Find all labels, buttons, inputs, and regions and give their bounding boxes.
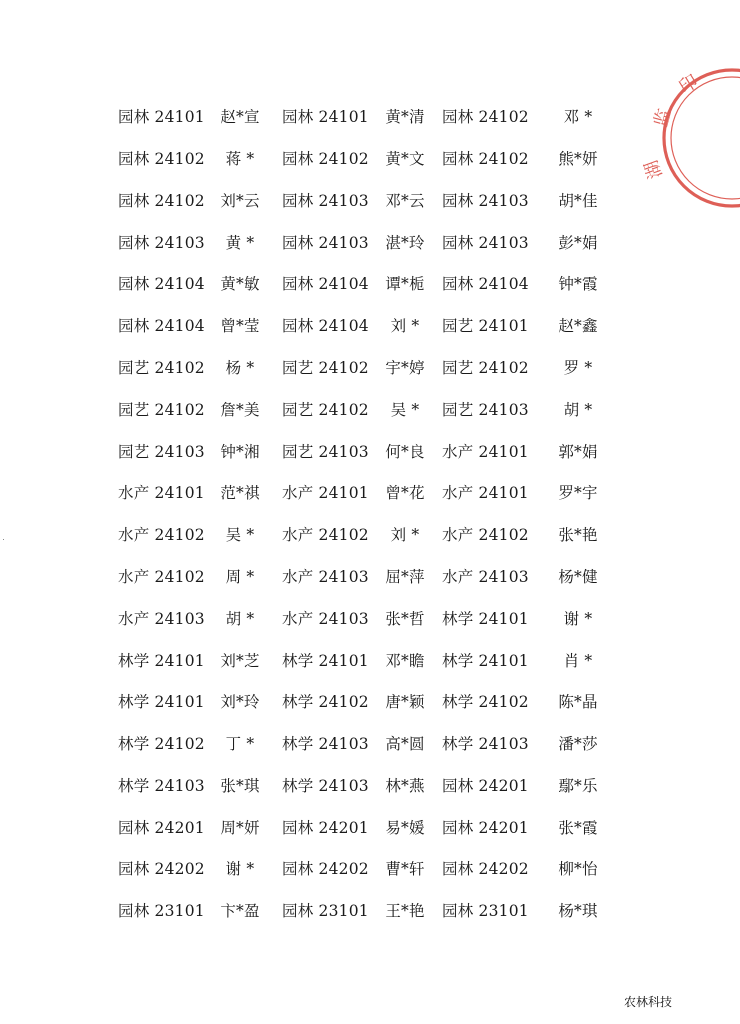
class-code: 园艺 24103: [118, 442, 205, 461]
class-code: 园林 24103: [442, 233, 529, 252]
margin-mark: [3, 539, 4, 540]
class-code: 园林 24201: [442, 776, 529, 795]
student-name: 曹*轩: [385, 860, 425, 879]
student-name: 赵*鑫: [558, 317, 598, 336]
class-code: 园林 24102: [118, 149, 205, 168]
class-code: 园林 24102: [282, 149, 369, 168]
student-name: 张*霞: [558, 818, 598, 837]
student-name: 张*艳: [558, 526, 598, 545]
student-name: 刘*云: [220, 191, 260, 210]
student-name: 熊*妍: [558, 149, 598, 168]
official-seal-stamp: [640, 58, 740, 218]
class-code: 水产 24101: [442, 484, 529, 503]
class-code: 林学 24103: [118, 776, 205, 795]
student-name: 谢 *: [225, 860, 255, 879]
class-code: 水产 24103: [282, 567, 369, 586]
class-code: 园林 23101: [282, 902, 369, 921]
student-name: 周 *: [225, 567, 255, 586]
class-code: 园艺 24102: [282, 358, 369, 377]
class-code: 园林 23101: [442, 902, 529, 921]
class-code: 林学 24101: [442, 651, 529, 670]
class-code: 园林 24102: [442, 149, 529, 168]
student-name: 张*琪: [220, 776, 260, 795]
student-name: 宇*婷: [385, 358, 425, 377]
student-name: 柳*怡: [558, 860, 598, 879]
student-name: 陈*晶: [558, 693, 598, 712]
class-code: 水产 24101: [282, 484, 369, 503]
student-name: 杨*琪: [558, 902, 598, 921]
student-name: 湛*玲: [385, 233, 425, 252]
class-code: 水产 24103: [282, 609, 369, 628]
class-code: 园林 24201: [118, 818, 205, 837]
student-name: 邓*云: [385, 191, 425, 210]
class-code: 园林 23101: [118, 902, 205, 921]
student-name: 黄*敏: [220, 275, 260, 294]
class-code: 园林 24103: [282, 191, 369, 210]
class-code: 水产 24102: [118, 567, 205, 586]
student-name: 易*媛: [385, 818, 425, 837]
student-name: 鄢*乐: [558, 776, 598, 795]
class-code: 园林 24103: [118, 233, 205, 252]
student-name: 卞*盈: [220, 902, 260, 921]
student-name: 黄*文: [385, 149, 425, 168]
class-code: 林学 24102: [282, 693, 369, 712]
student-name: 胡 *: [563, 400, 593, 419]
class-code: 水产 24102: [442, 526, 529, 545]
class-code: 水产 24101: [442, 442, 529, 461]
student-name: 蒋 *: [225, 149, 255, 168]
student-name: 周*妍: [220, 818, 260, 837]
class-code: 水产 24102: [282, 526, 369, 545]
class-code: 园艺 24101: [442, 317, 529, 336]
student-name: 屈*萍: [385, 567, 425, 586]
student-name: 胡*佳: [558, 191, 598, 210]
student-name: 林*燕: [385, 776, 425, 795]
class-code: 水产 24103: [118, 609, 205, 628]
class-code: 园林 24104: [118, 317, 205, 336]
student-name: 潘*莎: [558, 735, 598, 754]
student-name: 谭*栀: [385, 275, 425, 294]
class-code: 园艺 24103: [282, 442, 369, 461]
class-code: 园林 24202: [442, 860, 529, 879]
svg-text:印: 印: [675, 70, 702, 99]
class-code: 园林 24102: [118, 191, 205, 210]
student-name: 邓*瞻: [385, 651, 425, 670]
class-code: 林学 24102: [442, 693, 529, 712]
class-code: 园林 24101: [282, 108, 369, 127]
student-name: 罗 *: [563, 358, 593, 377]
class-code: 园林 24201: [282, 818, 369, 837]
student-name: 黄*清: [385, 108, 425, 127]
student-name: 高*圆: [385, 735, 425, 754]
class-code: 园林 24103: [442, 191, 529, 210]
class-code: 林学 24101: [282, 651, 369, 670]
student-name: 钟*湘: [220, 442, 260, 461]
student-name: 吴 *: [225, 526, 255, 545]
class-code: 林学 24101: [118, 693, 205, 712]
class-code: 园林 24202: [118, 860, 205, 879]
student-name: 吴 *: [390, 400, 420, 419]
student-roster-table: [112, 97, 612, 933]
class-code: 园艺 24102: [118, 358, 205, 377]
class-code: 园林 24201: [442, 818, 529, 837]
class-code: 园林 24103: [282, 233, 369, 252]
student-name: 赵*宣: [220, 108, 260, 127]
svg-text:湖: 湖: [640, 157, 667, 182]
class-code: 园林 24104: [442, 275, 529, 294]
class-code: 园林 24101: [118, 108, 205, 127]
student-name: 刘 *: [390, 317, 420, 336]
student-name: 张*哲: [385, 609, 425, 628]
student-name: 刘*玲: [220, 693, 260, 712]
class-code: 园林 24104: [118, 275, 205, 294]
student-name: 谢 *: [563, 609, 593, 628]
class-code: 林学 24103: [282, 776, 369, 795]
class-code: 水产 24103: [442, 567, 529, 586]
class-code: 园林 24104: [282, 317, 369, 336]
class-code: 林学 24103: [442, 735, 529, 754]
class-code: 园林 24202: [282, 860, 369, 879]
class-code: 园林 24102: [442, 108, 529, 127]
class-code: 林学 24101: [118, 651, 205, 670]
student-name: 刘*芝: [220, 651, 260, 670]
student-name: 刘 *: [390, 526, 420, 545]
student-name: 杨 *: [225, 358, 255, 377]
student-name: 罗*宇: [558, 484, 598, 503]
student-name: 彭*娟: [558, 233, 598, 252]
footer-label: 农林科技: [623, 995, 672, 1009]
student-name: 范*祺: [220, 484, 260, 503]
class-code: 水产 24102: [118, 526, 205, 545]
student-name: 胡 *: [225, 609, 255, 628]
class-code: 林学 24101: [442, 609, 529, 628]
student-name: 肖 *: [563, 651, 593, 670]
student-name: 曾*花: [385, 484, 425, 503]
class-code: 园艺 24102: [442, 358, 529, 377]
class-code: 水产 24101: [118, 484, 205, 503]
student-name: 钟*霞: [558, 275, 598, 294]
class-code: 园艺 24102: [118, 400, 205, 419]
student-name: 王*艳: [385, 902, 425, 921]
student-name: 邓 *: [563, 108, 593, 127]
student-name: 詹*美: [220, 400, 260, 419]
class-code: 林学 24103: [282, 735, 369, 754]
class-code: 园艺 24103: [442, 400, 529, 419]
student-name: 丁 *: [225, 735, 255, 754]
student-name: 杨*健: [558, 567, 598, 586]
student-name: 郭*娟: [558, 442, 598, 461]
svg-text:监: 监: [650, 106, 676, 130]
student-name: 唐*颖: [385, 693, 425, 712]
class-code: 园艺 24102: [282, 400, 369, 419]
student-name: 黄 *: [225, 233, 255, 252]
student-name: 曾*莹: [220, 317, 260, 336]
class-code: 园林 24104: [282, 275, 369, 294]
class-code: 林学 24102: [118, 735, 205, 754]
student-name: 何*良: [385, 442, 425, 461]
